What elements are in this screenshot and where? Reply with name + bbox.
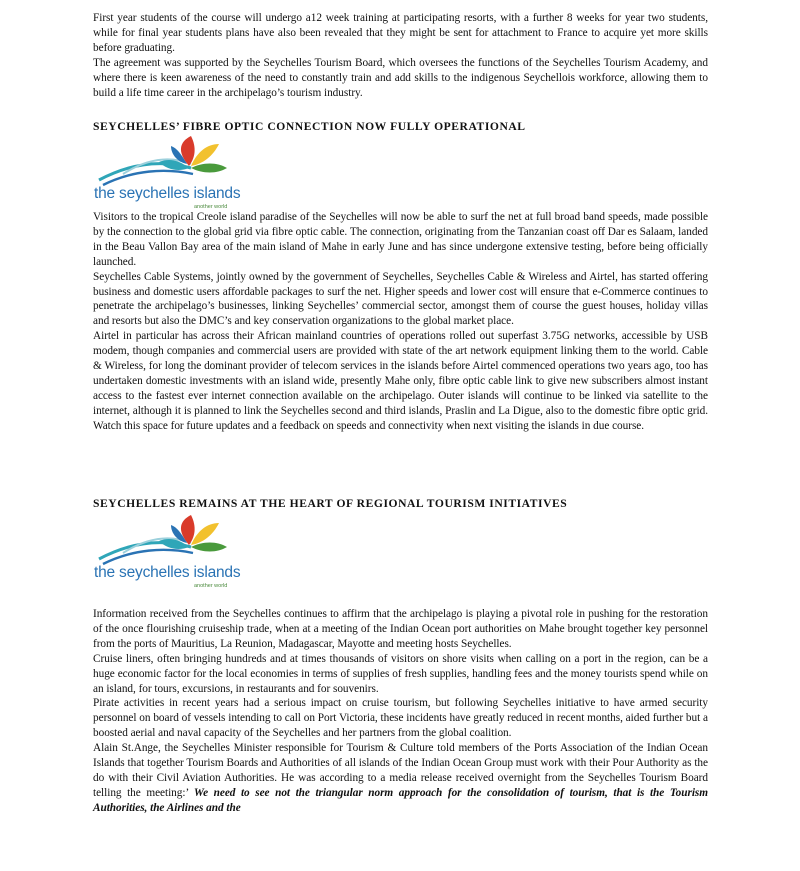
section-regional-tourism-body — [93, 607, 708, 816]
section-regional-tourism — [93, 496, 708, 511]
regional-paragraph-2: Cruise liners, often bringing hundreds and at times thousands of visitors on shore visits when calling on a port in the region, can be a huge economic factor for the local economies in terms of supplies of fresh supplies, handling fees and the money tourists spend while on an island, for tours, excursions, in restaurants and for souvenirs. — [93, 652, 708, 695]
section-fibre-optic-body — [93, 210, 708, 434]
regional-paragraph-3: Pirate activities in recent years had a serious impact on cruise tourism, but following Seychelles initiative to have armed security personnel on board of vessels intending to call on Port Victoria, these incidents have greatly reduced in recent months, aided further but a boosted aerial and naval capacity of the Seychelles and her partners from the global coalition. — [93, 697, 708, 740]
section-heading-fibre-optic: SEYCHELLES’ FIBRE OPTIC CONNECTION NOW FULLY OPERATIONAL — [93, 120, 526, 133]
regional-paragraph-1: Information received from the Seychelles continues to affirm that the archipelago is playing a pivotal role in pushing for the restoration of the once flourishing cruiseship trade, when at a meeting of the Indian Ocean port authorities on Mahe brought together key personnel from the ports of Mauritius, La Reunion, Madagascar, Mayotte and meeting hosts Seychelles. — [93, 608, 708, 650]
logo-tagline: another world — [194, 583, 228, 589]
minister-quote: We need to see not the triangular norm approach for the consolidation of tourism, that is the Tourism Authorities, the Airlines and the — [93, 786, 708, 814]
section-heading-regional-tourism: SEYCHELLES REMAINS AT THE HEART OF REGIONAL TOURISM INITIATIVES — [93, 497, 568, 510]
logo-tagline: another world — [194, 204, 228, 210]
seychelles-logo-2 — [93, 513, 708, 589]
regional-paragraph-4-text: Alain St.Ange, the Seychelles Minister responsible for Tourism & Culture told members of the Ports Association of the Indian Ocean Islands that together Tourism Boards and Authorities of all islands of the Indian Ocean Group must work with their Pour Authority as the do with their Civil Aviation Authorities. He was according to a media release received overnight from the Seychelles Tourism Board telling the meeting:’ — [93, 742, 708, 799]
intro-paragraph-1: First year students of the course will undergo a12 week training at participating resorts, with a further 8 weeks for year two students, while for final year students plans have also been revealed that they might be sent for attachment to France to acquire yet more skills before graduating. — [93, 12, 708, 54]
seychelles-logo-1 — [93, 134, 708, 210]
regional-paragraph-4 — [93, 741, 708, 816]
intro-block — [93, 11, 708, 100]
logo-wordmark: the seychelles islands — [94, 185, 241, 202]
fibre-paragraph-3: Airtel in particular has across their African mainland countries of operations rolled out superfast 3.75G networks, accessible by USB modem, though companies and commercial users are provided with state of the art network equipment linking them to the world. Cable & Wireless, for long the dominant provider of telecom services in the islands before Airtel commenced operations two years ago, too has undertaken domestic investments with an island wide, presently Mahe only, fibre optic cable link to give new subscribers almost instant access to the fastest ever internet connection available on the archipelago. Outer islands will continue to be linked via satellite to the internet, although it is planned to link the Seychelles second and third islands, Praslin and La Digue, also to the domestic fibre optic grid. Watch this space for future updates and a feedback on speeds and connectivity when next visiting the islands in due course. — [93, 330, 708, 432]
section-fibre-optic — [93, 119, 708, 134]
fibre-paragraph-1: Visitors to the tropical Creole island paradise of the Seychelles will now be able to surf the net at full broad band speeds, made possible by the connection to the global grid via fibre optic cable. The connection, originating from the Tanzanian coast off Dar es Salaam, landed in the Beau Vallon Bay area of the main island of Mahe in early June and has since undergone extensive testing, before being officially launched. — [93, 211, 708, 268]
fibre-paragraph-2: Seychelles Cable Systems, jointly owned by the government of Seychelles, Seychelles Cable & Wireless and Airtel, has started offering business and domestic users affordable packages to surf the net. Higher speeds and lower cost will ensure that e-Commerce continues to penetrate the archipelago’s businesses, linking Seychelles’ commercial sector, amongst them of course the guest houses, holiday villas and resorts but also the DMC’s and key conservation organizations to the global market place. — [93, 270, 708, 328]
logo-wordmark: the seychelles islands — [94, 564, 241, 581]
intro-paragraph-2: The agreement was supported by the Seychelles Tourism Board, which oversees the functions of the Seychelles Tourism Academy, and where there is keen awareness of the need to constantly train and add skills to the indigenous Seychellois workforce, allowing them to build a life time career in the archipelago’s tourism industry. — [93, 56, 708, 99]
